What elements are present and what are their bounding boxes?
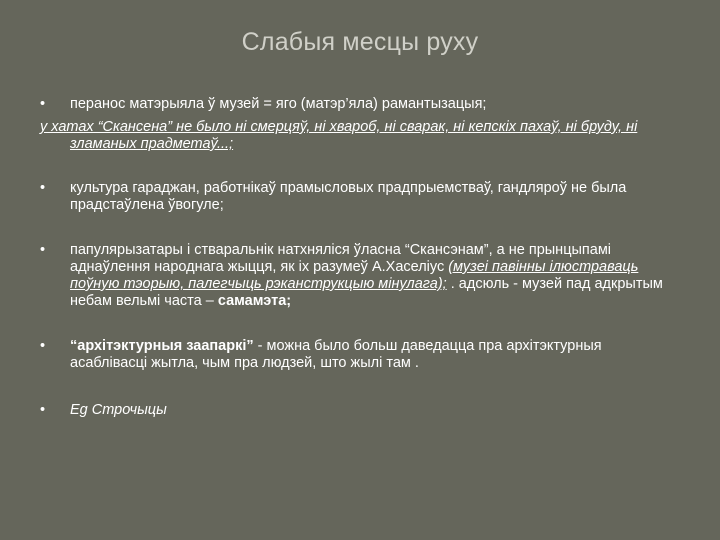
bullet-item-3 — [40, 242, 680, 310]
slide-content — [40, 96, 680, 419]
bullet-text: . адсюль - музей пад адкрытым небам вельмі часта – — [70, 276, 663, 309]
bullet-text: - можна было больш даведацца пра архітэктурныя асаблівасці жытла, чым пра людзей, што жылі там . — [70, 338, 602, 371]
bullet-text-bold: “архітэктурныя заапаркі” — [70, 338, 254, 354]
bullet-item-1 — [40, 96, 680, 113]
bullet-text: культура гараджан, работнікаў прамысловых прадпрыемстваў, гандляроў не была прадстаўлена ўвогуле; — [70, 180, 627, 213]
bullet-text-emphasis: (музеі павінны ілюстраваць поўную тэорыю, палегчыць рэканструкцыю мінулага); — [70, 259, 639, 292]
bullet-text: Eg Строчыцы — [70, 402, 167, 418]
bullet-item-2 — [40, 180, 680, 214]
bullet-item-4 — [40, 338, 680, 372]
bullet-marker: • — [40, 242, 46, 258]
bullet-marker: • — [40, 96, 46, 112]
bullet-text: папулярызатары і стваральнік натхняліся ўласна “Скансэнам”, а не прынцыпамі аднаўлення народнага жыцця, як іх разумеў А.Хаселіус — [70, 242, 612, 275]
sub-note-skansen: у хатах “Скансена” не было ні смерцяў, ні хвароб, ні сварак, ні кепскіх пахаў, ні бруду, ні зламаных прадметаў...; — [40, 119, 638, 152]
bullet-text: пераноc матэрыяла ў музей = яго (матэр’яла) рамантызацыя; — [70, 96, 487, 112]
bullet-item-5 — [40, 402, 680, 419]
bullet-marker: • — [40, 338, 46, 354]
bullet-text-bold: самамэта; — [217, 293, 292, 309]
bullet-marker: • — [40, 180, 46, 196]
slide-title: Слабыя месцы руху — [241, 28, 479, 56]
bullet-marker: • — [40, 402, 46, 418]
